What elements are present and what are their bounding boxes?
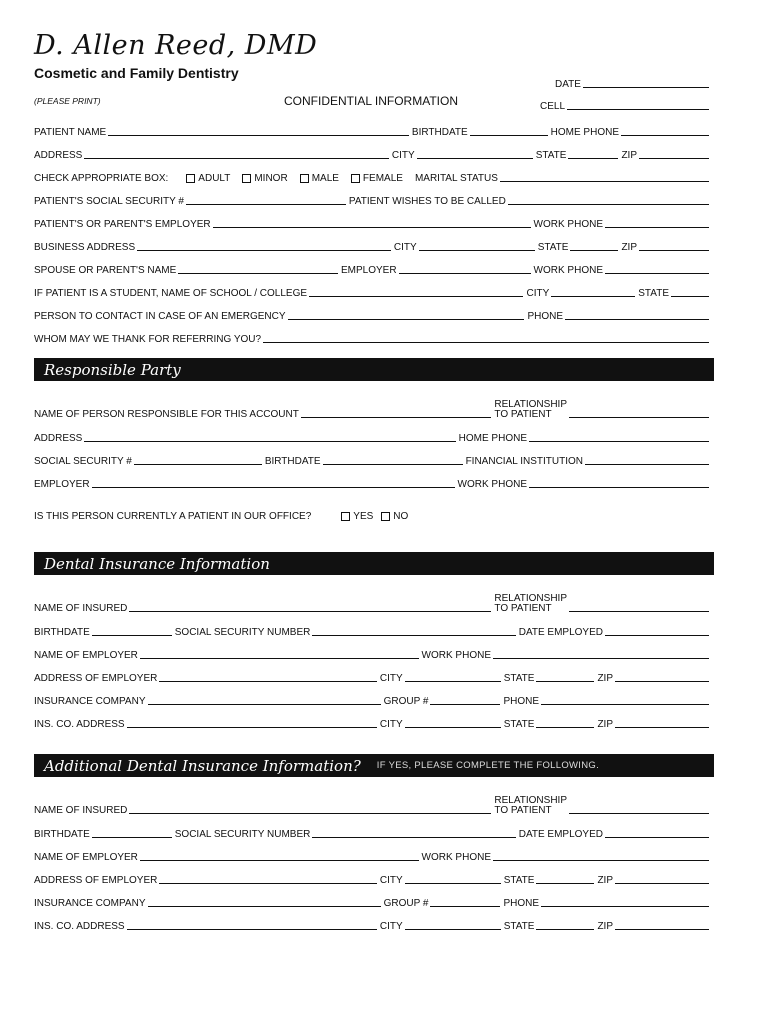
add-insured-name-input[interactable]: [129, 813, 491, 814]
practice-name: D. Allen Reed, DMD: [34, 30, 318, 61]
insured-employer-address-label: ADDRESS OF EMPLOYER: [34, 673, 158, 684]
marital-input[interactable]: [500, 181, 709, 182]
address-label: ADDRESS: [34, 150, 83, 161]
employer-input[interactable]: [213, 227, 531, 228]
birthdate-label: BIRTHDATE: [411, 127, 468, 138]
business-zip-input[interactable]: [639, 250, 709, 251]
marital-label: MARITAL STATUS: [414, 173, 498, 184]
wishes-label: PATIENT WISHES TO BE CALLED: [348, 196, 506, 207]
add-phone-input[interactable]: [541, 906, 709, 907]
add-employer-input[interactable]: [140, 860, 419, 861]
ins-co-state-label: STATE: [503, 719, 535, 730]
emergency-phone-input[interactable]: [565, 319, 709, 320]
student-label: IF PATIENT IS A STUDENT, NAME OF SCHOOL / COLLEGE: [34, 288, 308, 299]
female-checkbox[interactable]: [351, 173, 403, 184]
work-phone-input[interactable]: [605, 227, 709, 228]
business-address-label: BUSINESS ADDRESS: [34, 242, 136, 253]
ssn-label: PATIENT'S SOCIAL SECURITY #: [34, 196, 184, 207]
student-input[interactable]: [309, 296, 523, 297]
date-field[interactable]: [555, 79, 712, 90]
student-city-label: CITY: [526, 288, 550, 299]
add-birthdate-input[interactable]: [92, 837, 172, 838]
spouse-input[interactable]: [178, 273, 338, 274]
student-state-input[interactable]: [671, 296, 709, 297]
ins-co-address-input[interactable]: [127, 727, 377, 728]
spouse-row: [34, 262, 712, 276]
ins-co-state-input[interactable]: [536, 727, 594, 728]
add-ins-co-zip-input[interactable]: [615, 929, 709, 930]
add-zip-input[interactable]: [615, 883, 709, 884]
add-insurance-company-row: [34, 895, 712, 909]
student-state-label: STATE: [638, 288, 669, 299]
please-print-note: (PLEASE PRINT): [34, 96, 101, 106]
insured-employer-address-row: [34, 670, 712, 684]
home-phone-input[interactable]: [621, 135, 709, 136]
responsible-employer-label: EMPLOYER: [34, 479, 90, 490]
responsible-name-input[interactable]: [301, 417, 492, 418]
add-phone-label: PHONE: [503, 898, 539, 909]
add-employer-address-row: [34, 872, 712, 886]
date-employed-input[interactable]: [605, 635, 709, 636]
insured-employer-input[interactable]: [140, 658, 419, 659]
ins-co-city-input[interactable]: [405, 727, 501, 728]
responsible-party-band: [34, 358, 714, 381]
business-address-row: [34, 239, 712, 253]
add-city-input[interactable]: [405, 883, 501, 884]
date-employed-label: DATE EMPLOYED: [518, 627, 603, 638]
insurance-company-input[interactable]: [148, 704, 381, 705]
ssn-input[interactable]: [186, 204, 346, 205]
financial-input[interactable]: [585, 464, 709, 465]
insured-birthdate-label: BIRTHDATE: [34, 627, 90, 638]
emergency-phone-label: PHONE: [527, 311, 563, 322]
zip-input[interactable]: [639, 158, 709, 159]
add-employer-address-input[interactable]: [159, 883, 377, 884]
group-label: GROUP #: [383, 696, 429, 707]
insured-state-input[interactable]: [536, 681, 594, 682]
adult-label: ADULT: [198, 173, 231, 184]
add-date-employed-label: DATE EMPLOYED: [518, 829, 603, 840]
add-state-input[interactable]: [536, 883, 594, 884]
dental-insurance-band: [34, 552, 714, 575]
no-checkbox[interactable]: [381, 511, 408, 522]
state-input[interactable]: [568, 158, 618, 159]
add-insured-name-label: NAME OF INSURED: [34, 805, 128, 816]
add-work-phone-label: WORK PHONE: [421, 852, 491, 863]
cell-label: CELL: [540, 101, 566, 112]
responsible-work-phone-label: WORK PHONE: [457, 479, 527, 490]
additional-insurance-band: [34, 754, 714, 777]
birthdate-input[interactable]: [470, 135, 548, 136]
zip-label: ZIP: [621, 150, 637, 161]
date-label: DATE: [555, 79, 581, 90]
business-address-input[interactable]: [137, 250, 391, 251]
add-ins-co-state-label: STATE: [503, 921, 535, 932]
add-employer-label: NAME OF EMPLOYER: [34, 852, 138, 863]
referral-row: [34, 331, 712, 345]
ins-co-zip-label: ZIP: [597, 719, 613, 730]
add-date-employed-input[interactable]: [605, 837, 709, 838]
add-relationship-label: RELATIONSHIP TO PATIENT: [494, 795, 567, 816]
ins-co-address-row: [34, 716, 712, 730]
insurance-company-row: [34, 693, 712, 707]
add-ins-co-city-label: CITY: [379, 921, 403, 932]
spouse-label: SPOUSE OR PARENT'S NAME: [34, 265, 177, 276]
insurance-phone-input[interactable]: [541, 704, 709, 705]
responsible-relationship-label: RELATIONSHIP TO PATIENT: [494, 399, 567, 420]
add-ssn-input[interactable]: [312, 837, 515, 838]
add-ssn-label: SOCIAL SECURITY NUMBER: [174, 829, 311, 840]
dental-insurance-heading: Dental Insurance Information: [44, 554, 270, 573]
insurance-phone-label: PHONE: [503, 696, 539, 707]
spouse-employer-input[interactable]: [399, 273, 531, 274]
emergency-input[interactable]: [288, 319, 525, 320]
insured-ssn-input[interactable]: [312, 635, 515, 636]
spouse-work-phone-input[interactable]: [605, 273, 709, 274]
responsible-ssn-input[interactable]: [134, 464, 262, 465]
responsible-relationship-input[interactable]: [569, 417, 709, 418]
responsible-birthdate-input[interactable]: [323, 464, 463, 465]
state-label: STATE: [535, 150, 567, 161]
responsible-address-input[interactable]: [84, 441, 455, 442]
responsible-ssn-label: SOCIAL SECURITY #: [34, 456, 132, 467]
add-insurance-company-label: INSURANCE COMPANY: [34, 898, 146, 909]
add-state-label: STATE: [503, 875, 535, 886]
financial-label: FINANCIAL INSTITUTION: [465, 456, 583, 467]
insured-relationship-input[interactable]: [569, 611, 709, 612]
insured-employer-address-input[interactable]: [159, 681, 377, 682]
patient-name-row: [34, 124, 712, 138]
male-checkbox[interactable]: [300, 173, 339, 184]
responsible-work-phone-input[interactable]: [529, 487, 709, 488]
add-ins-co-state-input[interactable]: [536, 929, 594, 930]
add-work-phone-input[interactable]: [493, 860, 709, 861]
yes-label: YES: [353, 511, 374, 522]
insured-state-label: STATE: [503, 673, 535, 684]
business-city-label: CITY: [393, 242, 417, 253]
insurance-company-label: INSURANCE COMPANY: [34, 696, 146, 707]
responsible-home-phone-input[interactable]: [529, 441, 709, 442]
employer-row: [34, 216, 712, 230]
business-city-input[interactable]: [419, 250, 535, 251]
yes-checkbox[interactable]: [341, 511, 373, 522]
referral-input[interactable]: [263, 342, 709, 343]
checkbox-row: [34, 170, 712, 184]
practice-subtitle: Cosmetic and Family Dentistry: [34, 65, 239, 81]
check-box-label: CHECK APPROPRIATE BOX:: [34, 173, 169, 184]
ins-co-zip-input[interactable]: [615, 727, 709, 728]
add-zip-label: ZIP: [597, 875, 613, 886]
add-insurance-company-input[interactable]: [148, 906, 381, 907]
insured-zip-input[interactable]: [615, 681, 709, 682]
business-state-input[interactable]: [570, 250, 618, 251]
emergency-row: [34, 308, 712, 322]
spouse-work-phone-label: WORK PHONE: [533, 265, 603, 276]
responsible-birthdate-label: BIRTHDATE: [264, 456, 321, 467]
ins-co-city-label: CITY: [379, 719, 403, 730]
responsible-home-phone-label: HOME PHONE: [458, 433, 527, 444]
add-employer-address-label: ADDRESS OF EMPLOYER: [34, 875, 158, 886]
home-phone-label: HOME PHONE: [550, 127, 619, 138]
add-ins-co-zip-label: ZIP: [597, 921, 613, 932]
responsible-employer-row: [34, 476, 712, 490]
adult-checkbox[interactable]: [186, 173, 230, 184]
emergency-label: PERSON TO CONTACT IN CASE OF AN EMERGENCY: [34, 311, 286, 322]
insured-city-label: CITY: [379, 673, 403, 684]
student-row: [34, 285, 712, 299]
city-label: CITY: [391, 150, 415, 161]
no-label: NO: [393, 511, 409, 522]
add-ins-co-city-input[interactable]: [405, 929, 501, 930]
minor-label: MINOR: [254, 173, 288, 184]
responsible-address-label: ADDRESS: [34, 433, 83, 444]
business-state-label: STATE: [537, 242, 569, 253]
add-birthdate-label: BIRTHDATE: [34, 829, 90, 840]
responsible-name-row: [34, 396, 712, 420]
ins-co-address-label: INS. CO. ADDRESS: [34, 719, 125, 730]
responsible-party-heading: Responsible Party: [44, 360, 181, 379]
add-group-input[interactable]: [430, 906, 500, 907]
wishes-input[interactable]: [508, 204, 709, 205]
insured-ssn-label: SOCIAL SECURITY NUMBER: [174, 627, 311, 638]
insured-relationship-label: RELATIONSHIP TO PATIENT: [494, 593, 567, 614]
cell-field[interactable]: [540, 101, 712, 112]
add-group-label: GROUP #: [383, 898, 429, 909]
patient-name-label: PATIENT NAME: [34, 127, 107, 138]
responsible-address-row: [34, 430, 712, 444]
patient-name-input[interactable]: [108, 135, 409, 136]
ssn-row: [34, 193, 712, 207]
work-phone-label: WORK PHONE: [533, 219, 603, 230]
add-employer-row: [34, 849, 712, 863]
add-ins-co-address-label: INS. CO. ADDRESS: [34, 921, 125, 932]
insured-work-phone-input[interactable]: [493, 658, 709, 659]
current-patient-row: [34, 508, 712, 522]
insured-birthdate-input[interactable]: [92, 635, 172, 636]
insured-name-input[interactable]: [129, 611, 491, 612]
minor-checkbox[interactable]: [242, 173, 287, 184]
additional-insurance-heading: Additional Dental Insurance Information?: [44, 756, 361, 775]
add-insured-name-row: [34, 792, 712, 816]
referral-label: WHOM MAY WE THANK FOR REFERRING YOU?: [34, 334, 262, 345]
student-city-input[interactable]: [551, 296, 635, 297]
add-ins-co-address-input[interactable]: [127, 929, 377, 930]
city-input[interactable]: [417, 158, 533, 159]
address-row: [34, 147, 712, 161]
insured-work-phone-label: WORK PHONE: [421, 650, 491, 661]
insured-name-row: [34, 590, 712, 614]
insured-zip-label: ZIP: [597, 673, 613, 684]
female-label: FEMALE: [362, 173, 403, 184]
insured-birthdate-row: [34, 624, 712, 638]
insured-name-label: NAME OF INSURED: [34, 603, 128, 614]
responsible-employer-input[interactable]: [92, 487, 455, 488]
group-input[interactable]: [430, 704, 500, 705]
employer-label: PATIENT'S OR PARENT'S EMPLOYER: [34, 219, 211, 230]
add-city-label: CITY: [379, 875, 403, 886]
insured-employer-label: NAME OF EMPLOYER: [34, 650, 138, 661]
confidential-heading: CONFIDENTIAL INFORMATION: [284, 94, 458, 108]
additional-insurance-note: IF YES, PLEASE COMPLETE THE FOLLOWING.: [376, 760, 600, 771]
responsible-ssn-row: [34, 453, 712, 467]
business-zip-label: ZIP: [621, 242, 637, 253]
insured-city-input[interactable]: [405, 681, 501, 682]
insured-employer-row: [34, 647, 712, 661]
address-input[interactable]: [84, 158, 389, 159]
add-ins-co-address-row: [34, 918, 712, 932]
responsible-name-label: NAME OF PERSON RESPONSIBLE FOR THIS ACCOUNT: [34, 409, 299, 420]
male-label: MALE: [311, 173, 339, 184]
add-birthdate-row: [34, 826, 712, 840]
add-relationship-input[interactable]: [569, 813, 709, 814]
current-patient-question: IS THIS PERSON CURRENTLY A PATIENT IN OUR OFFICE?: [34, 511, 312, 522]
spouse-employer-label: EMPLOYER: [340, 265, 397, 276]
